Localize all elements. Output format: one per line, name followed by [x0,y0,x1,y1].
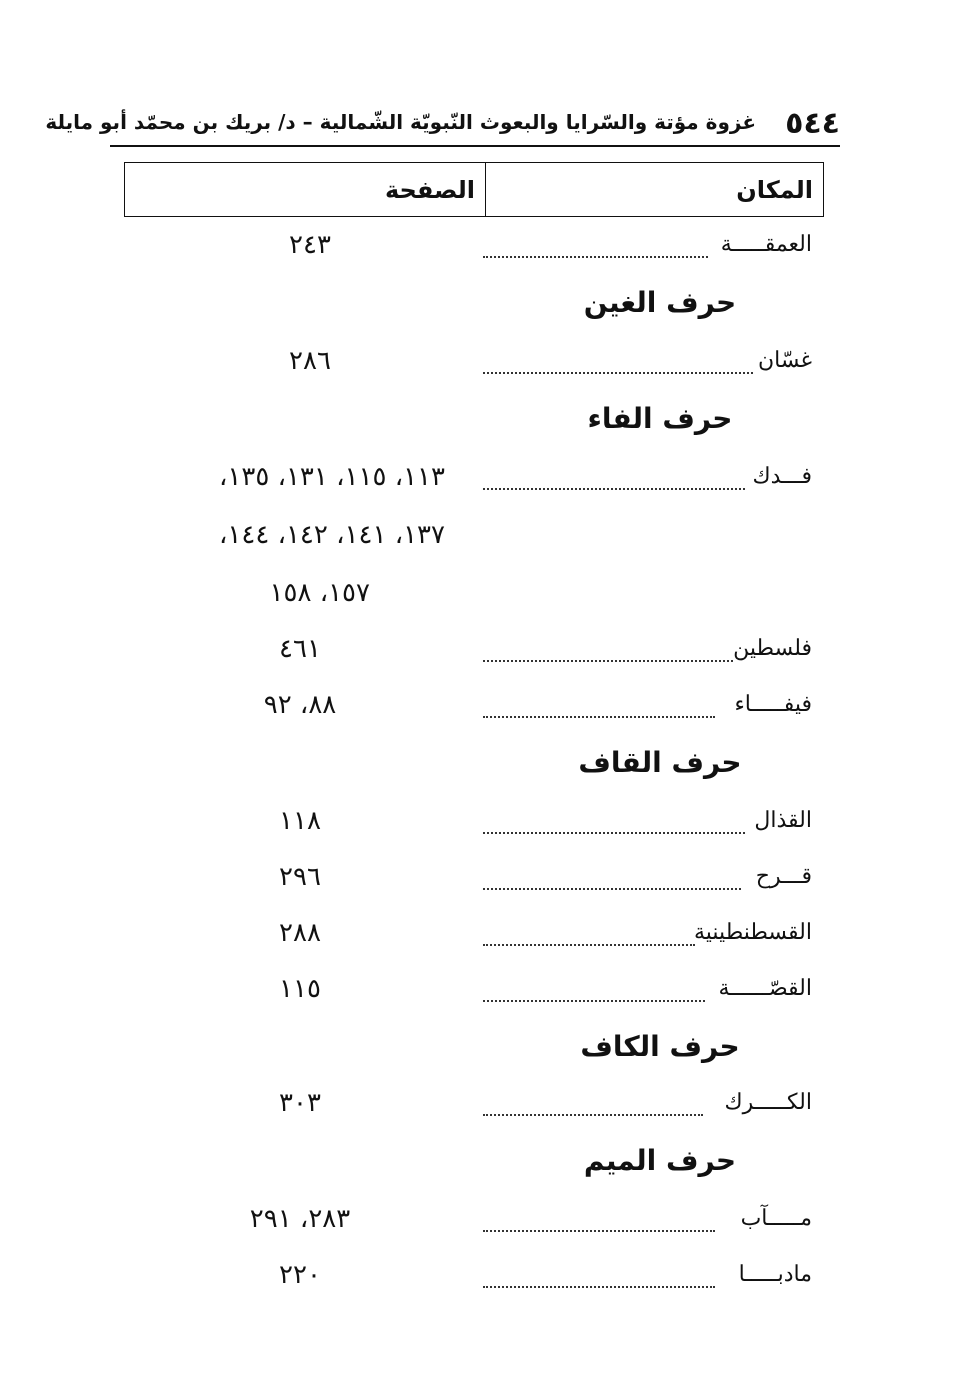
place-name: الكـــــرك [724,1090,812,1115]
page-refs: ١٣٧، ١٤١، ١٤٢، ١٤٤، [219,520,445,550]
page-number: ٥٤٤ [785,106,840,141]
page-refs: ٣٠٣ [279,1088,321,1118]
dot-leader [483,372,753,374]
dot-leader [483,716,715,718]
table-header [124,162,824,217]
place-name: قـــرح [755,864,812,889]
dot-leader [483,256,708,258]
page-refs: ٢٨٣، ٢٩١ [249,1204,351,1234]
page-column-header: الصفحة [384,175,475,204]
page-refs: ١٥٧، ١٥٨ [269,578,370,608]
dot-leader [483,1114,703,1116]
dot-leader [483,1286,715,1288]
place-column-header: المكان [485,163,823,216]
place-name: العمقـــــة [720,232,812,257]
index-entry [0,804,957,844]
index-entry [0,860,957,900]
dot-leader [483,888,741,890]
book-title: غزوة مؤتة والسّرايا والبعوث النّبويّة الشّمالية – د/ بريك بن محمّد أبو مايلة [45,110,756,134]
place-name: القذال [754,808,812,833]
section-heading: حرف القاف [578,746,742,779]
index-entry [0,1258,957,1298]
page-refs: ١١٥ [279,974,321,1004]
index-entry-continuation [0,576,957,616]
index-entry [0,1202,957,1242]
place-name: القسطنطينية [693,920,812,945]
section-heading: حرف الميم [583,1144,737,1177]
page-refs: ٤٦١ [279,634,321,664]
section-heading: حرف الكاف [580,1030,740,1063]
index-entry [0,1086,957,1126]
index-entry [0,632,957,672]
place-name: القصّــــــة [718,976,812,1001]
dot-leader [483,1230,715,1232]
header-rule [110,145,840,147]
index-entry [0,344,957,384]
page-refs: ١١٨ [279,806,321,836]
index-entry [0,460,957,500]
section-heading: حرف الفاء [587,402,733,435]
dot-leader [483,1000,705,1002]
section-heading: حرف الغين [583,286,737,319]
place-name: مادبـــــا [738,1262,812,1287]
dot-leader [483,660,733,662]
page-refs: ٢٩٦ [279,862,321,892]
place-name: فـــدك [752,464,812,489]
page-refs: ٢٤٣ [289,230,331,260]
place-name: غسّان [758,348,812,373]
page-refs: ٢٨٨ [279,918,321,948]
page-refs: ٢٨٦ [289,346,331,376]
page-refs: ١١٣، ١١٥، ١٣١، ١٣٥، [219,462,445,492]
place-name: فيفـــــاء [734,692,812,717]
running-head [45,104,840,144]
place-name: فلسطين [733,636,812,661]
index-entry [0,972,957,1012]
dot-leader [483,488,745,490]
page-refs: ٢٢٠ [279,1260,321,1290]
index-entry-continuation [0,518,957,558]
dot-leader [483,832,745,834]
dot-leader [483,944,695,946]
page-refs: ٨٨، ٩٢ [263,690,337,720]
index-entry [0,228,957,268]
place-name: مـــــآب [740,1206,812,1231]
index-entry [0,688,957,728]
index-entry [0,916,957,956]
